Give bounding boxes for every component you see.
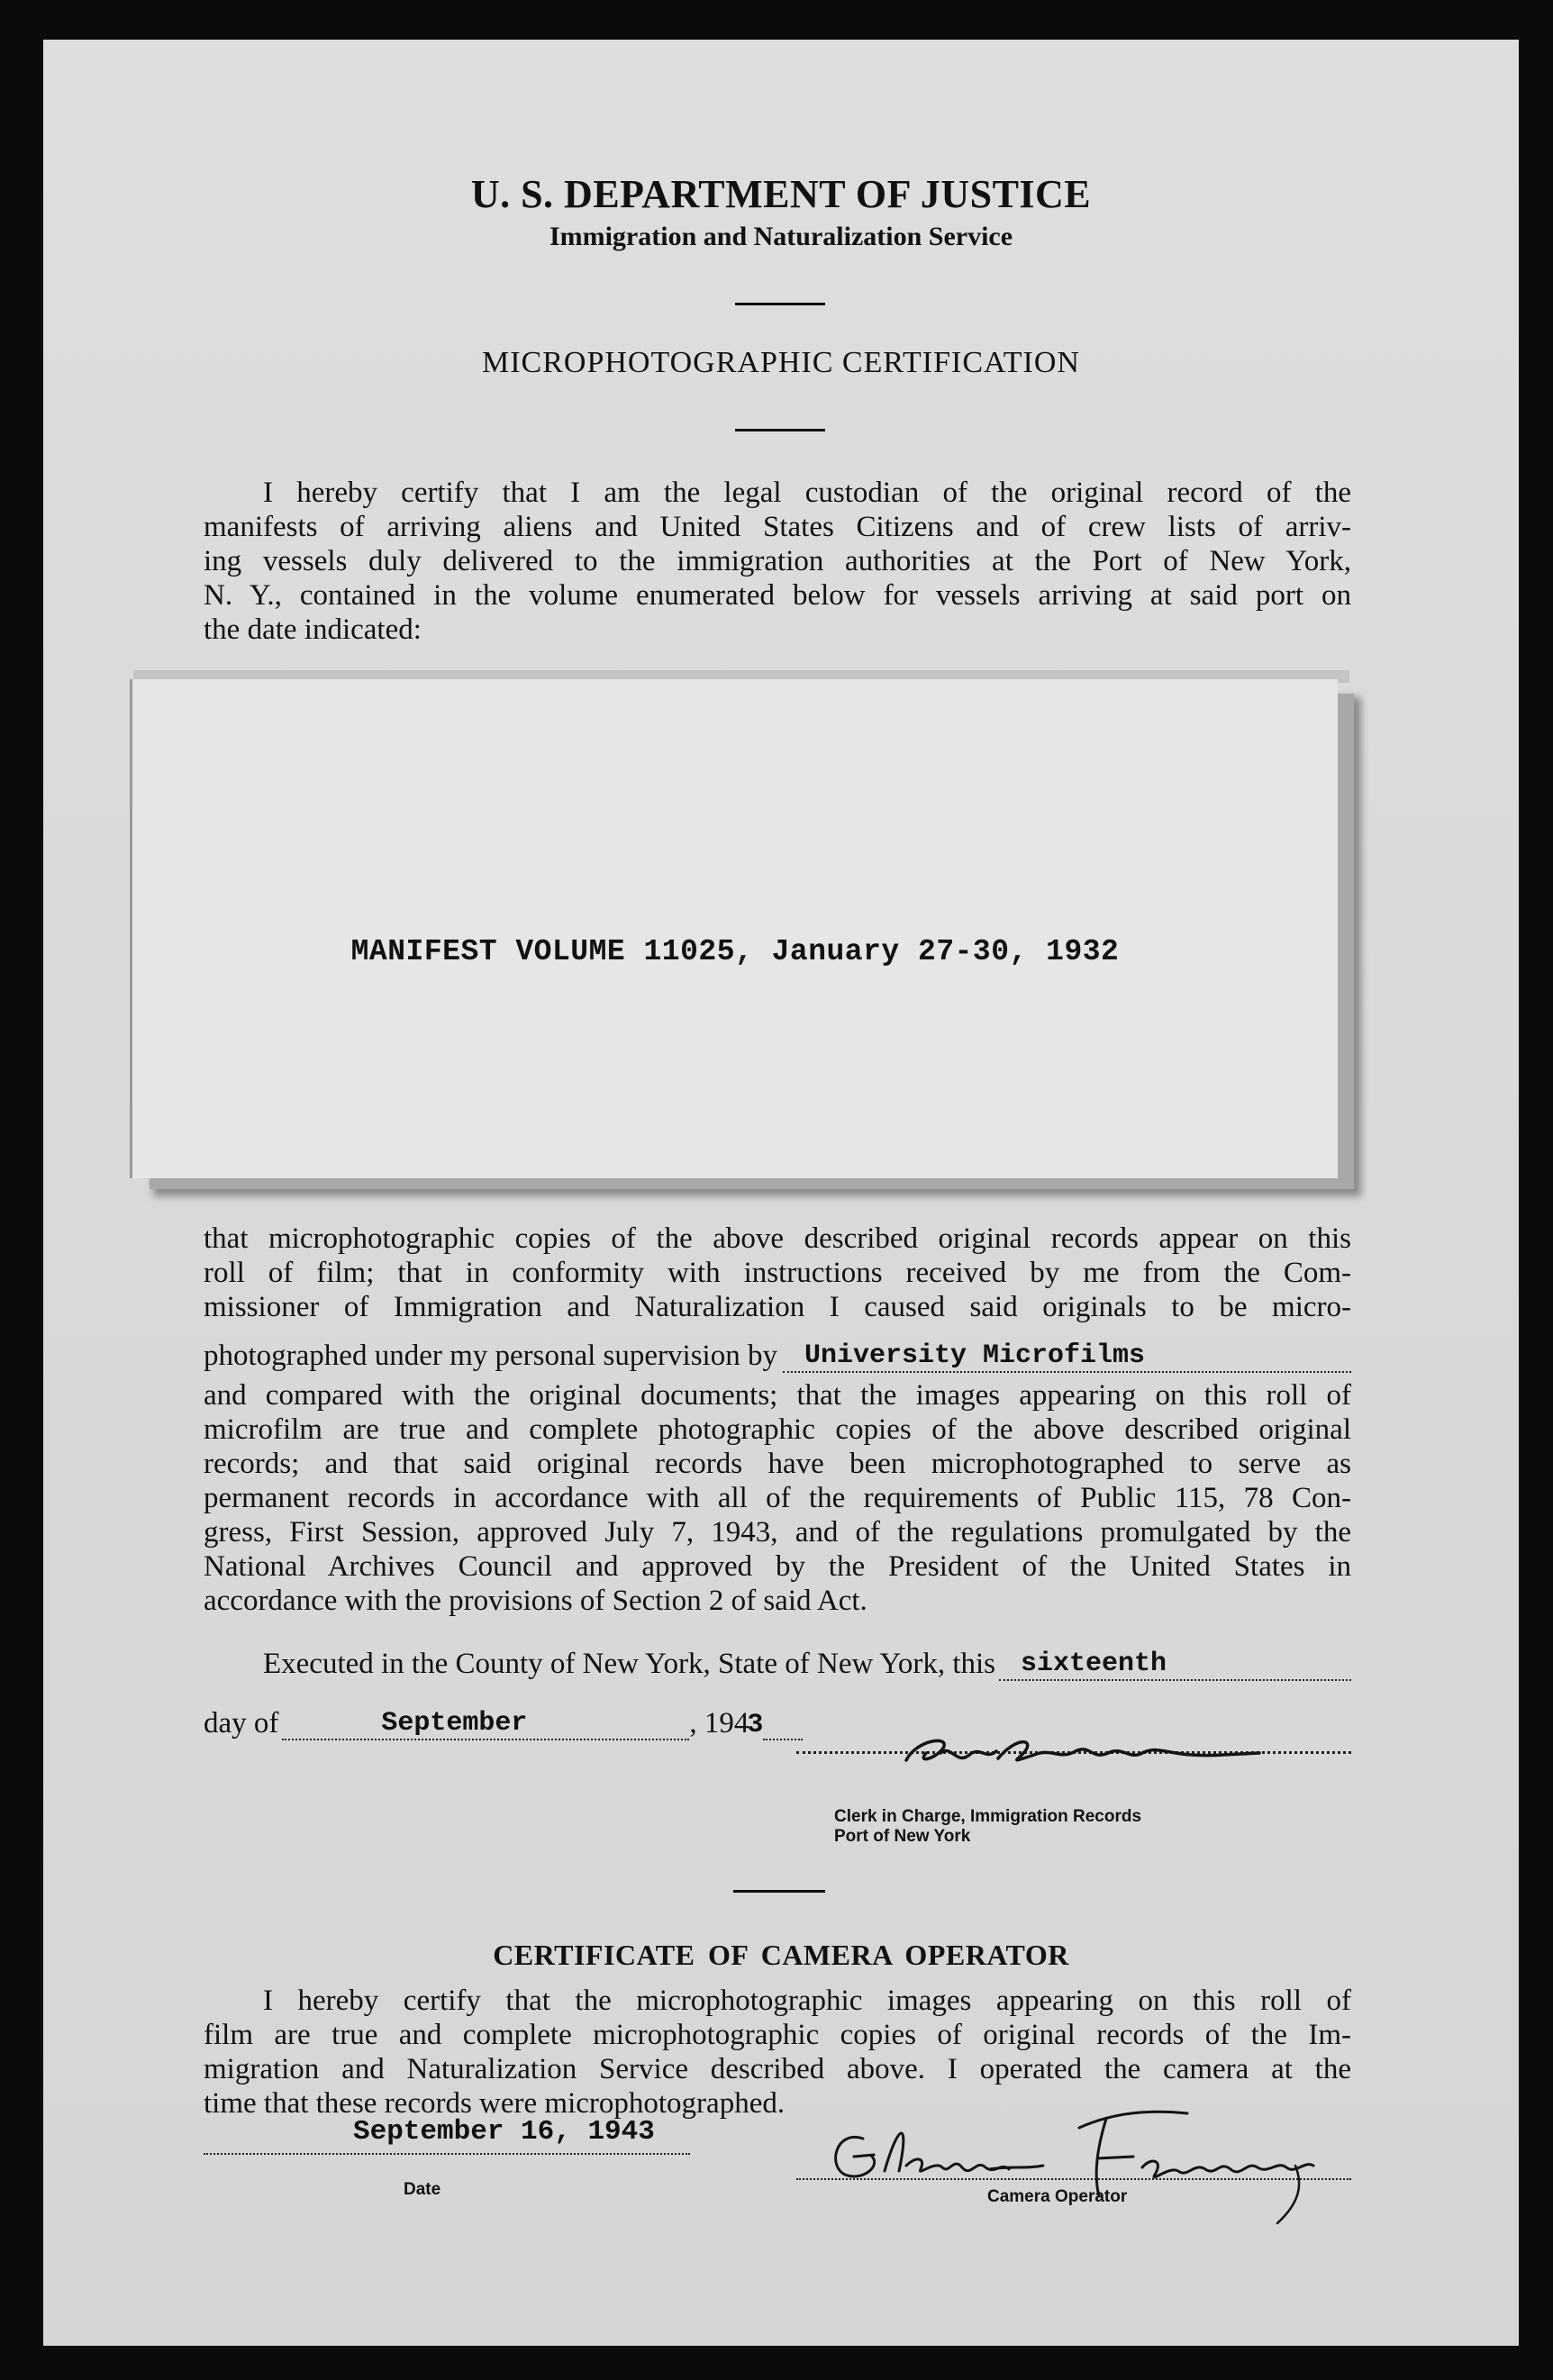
operator-signature <box>809 2103 1349 2229</box>
manifest-card <box>130 679 1338 1178</box>
operator-section-title: CERTIFICATE OF CAMERA OPERATOR <box>493 1939 1069 1971</box>
clerk-title-line: Port of New York <box>834 1827 971 1846</box>
day-blank <box>999 1649 1351 1681</box>
intro-line: the date indicated: <box>204 613 422 646</box>
operator-paragraph <box>204 1984 1351 2121</box>
operator-label: Camera Operator <box>987 2187 1128 2206</box>
executed-prefix: Executed in the County of New York, State of New York, this <box>263 1648 996 1680</box>
year-label: , 194 <box>689 1707 749 1740</box>
body-line: accordance with the provisions of Section 2 of said Act. <box>204 1585 867 1617</box>
date-label: Date <box>404 2180 441 2199</box>
body-line: gress, First Session, approved July 7, 1943, and of the regulations promulgated by the <box>204 1516 1351 1549</box>
year-digit: 3 <box>747 1710 764 1740</box>
intro-paragraph <box>204 476 1351 647</box>
body-line: that microphotographic copies of the above described original records appear on this <box>204 1222 1351 1255</box>
executed-line <box>263 1645 1351 1681</box>
body-line: records; and that said original records have been microphotographed to serve as <box>204 1448 1351 1480</box>
date-line <box>204 2153 690 2155</box>
supervision-line <box>204 1337 1351 1373</box>
supervision-prefix: photographed under my personal supervision by <box>204 1340 777 1372</box>
body-line: microfilm are true and complete photographic copies of the above described original <box>204 1413 1351 1446</box>
divider <box>735 429 825 431</box>
manifest-volume-label: MANIFEST VOLUME 11025, January 27-30, 1932 <box>350 935 1120 968</box>
supervision-blank <box>783 1340 1351 1373</box>
intro-line: N. Y., contained in the volume enumerated below for vessels arriving at said port on <box>204 579 1351 612</box>
clerk-signature <box>899 1733 1277 1782</box>
operator-date-value: September 16, 1943 <box>353 2116 655 2148</box>
month-blank <box>282 1708 689 1740</box>
intro-line: ing vessels duly delivered to the immigration authorities at the Port of New York, <box>204 545 1351 577</box>
certificate-sheet <box>43 40 1519 2346</box>
intro-line: manifests of arriving aliens and United States Citizens and of crew lists of arriv- <box>204 511 1351 543</box>
month-value: September <box>381 1708 528 1739</box>
body-line: permanent records in accordance with all of the requirements of Public 115, 78 Con- <box>204 1482 1351 1514</box>
certificate-title: MICROPHOTOGRAPHIC CERTIFICATION <box>481 346 1080 379</box>
body-paragraph <box>204 1222 1351 1324</box>
intro-line: I hereby certify that I am the legal custodian of the original record of the <box>263 477 1351 509</box>
divider <box>735 303 825 305</box>
day-of-label: day of <box>204 1707 279 1740</box>
operator-line: time that these records were microphotographed. <box>204 2087 786 2120</box>
clerk-title <box>834 1807 1141 1847</box>
operator-line: film are true and complete microphotographic copies of original records of the Im- <box>204 2019 1351 2051</box>
body-line: National Archives Council and approved by the President of the United States in <box>204 1550 1351 1583</box>
operator-line: I hereby certify that the microphotographic images appearing on this roll of <box>263 1985 1351 2017</box>
operator-line: migration and Naturalization Service described above. I operated the camera at the <box>204 2053 1351 2085</box>
body-line: roll of film; that in conformity with instructions received by me from the Com- <box>204 1257 1351 1289</box>
divider <box>733 1890 825 1893</box>
day-value: sixteenth <box>1021 1649 1167 1679</box>
department-heading: U. S. DEPARTMENT OF JUSTICE <box>470 172 1092 216</box>
body-line: and compared with the original documents; that the images appearing on this roll of <box>204 1379 1351 1412</box>
day-of-line <box>204 1704 803 1740</box>
service-subheading: Immigration and Naturalization Service <box>549 222 1013 251</box>
body-line: missioner of Immigration and Naturalization I caused said originals to be micro- <box>204 1291 1351 1323</box>
body-paragraph-2 <box>204 1378 1351 1618</box>
clerk-title-line: Clerk in Charge, Immigration Records <box>834 1807 1142 1826</box>
year-blank <box>763 1708 803 1740</box>
supervisor-name: University Microfilms <box>804 1340 1146 1371</box>
